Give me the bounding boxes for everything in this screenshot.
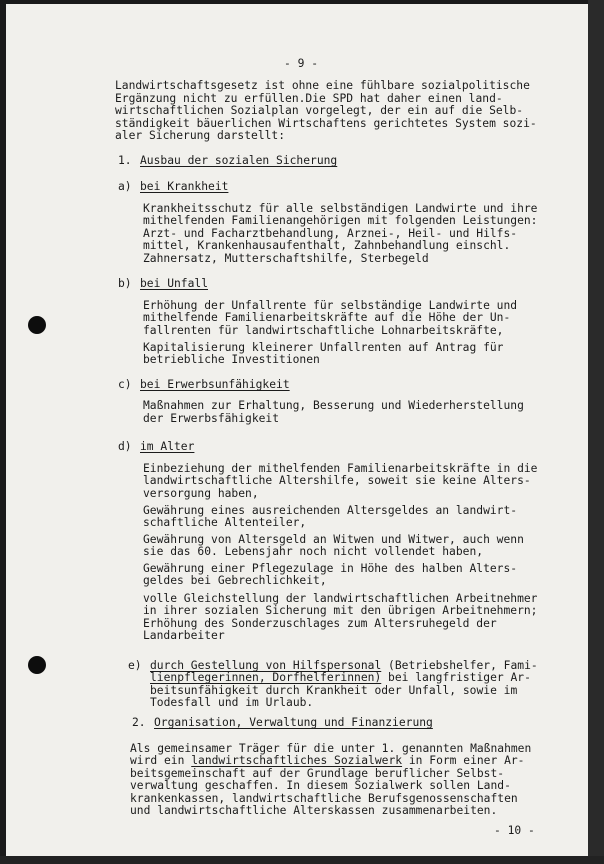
item-b-line: Erhöhung der Unfallrente für selbständige Landwirte und	[143, 299, 518, 312]
item-c-line: der Erwerbsfähigkeit	[143, 412, 280, 425]
item-d-line: Gewährung einer Pflegezulage in Höhe des halben Alters-	[143, 562, 518, 575]
item-b-line: betriebliche Investitionen	[143, 353, 320, 366]
item-d-line: Erhöhung des Sonderzuschlages zum Altersruhegeld der	[143, 617, 497, 630]
item-e-text: (Betriebshelfer, Fami-	[381, 659, 538, 672]
item-b-title: bei Unfall	[140, 277, 209, 290]
item-e-line-2	[150, 672, 531, 684]
item-b-line: mithelfende Familienarbeitskräfte auf die Höhe der Un-	[143, 311, 511, 324]
item-d-line: volle Gleichstellung der landwirtschaftlichen Arbeitnehmer	[143, 592, 538, 605]
document-page	[6, 4, 588, 856]
item-a-line: mittel, Krankenhausaufenthalt, Zahnbehandlung einschl.	[143, 239, 511, 252]
item-b-letter: b)	[118, 277, 132, 290]
item-d-line: landwirtschaftliche Altershilfe, soweit sie keine Alters-	[143, 474, 531, 487]
item-b-line: Kapitalisierung kleinerer Unfallrenten auf Antrag für	[143, 341, 504, 354]
item-a-line: mithelfenden Familienangehörigen mit folgenden Leistungen:	[143, 214, 538, 227]
section-2-number: 2.	[132, 716, 146, 729]
item-a-line: Krankheitsschutz für alle selbständigen Landwirte und ihre	[143, 202, 538, 215]
section-2-line: beitsgemeinschaft auf der Grundlage beruflicher Selbst-	[130, 767, 505, 780]
section-1-title: Ausbau der sozialen Sicherung	[140, 154, 338, 167]
item-d-line: schaftliche Altenteiler,	[143, 516, 307, 529]
section-2-line: verwaltung geschaffen. In diesem Sozialwerk sollen Land-	[130, 779, 511, 792]
item-e-title-part2: lienpflegerinnen, Dorfhelferinnen)	[150, 671, 382, 684]
section-2-line: und landwirtschaftliche Alterskassen zusammenarbeiten.	[130, 804, 498, 817]
item-d-line: Gewährung eines ausreichenden Altersgeldes an landwirt-	[143, 504, 518, 517]
section-2-line: krankenkassen, landwirtschaftliche Berufsgenossenschaften	[130, 792, 518, 805]
item-d-line: in ihrer sozialen Sicherung mit den übrigen Arbeitnehmern;	[143, 604, 538, 617]
item-e-title-part1: durch Gestellung von Hilfspersonal	[150, 659, 382, 672]
item-d-line: Landarbeiter	[143, 629, 225, 642]
intro-line: wirtschaftlichen Sozialplan vorgelegt, der ein auf die Selb-	[115, 104, 524, 117]
item-b-line: fallrenten für landwirtschaftliche Lohnarbeitskräfte,	[143, 324, 504, 337]
intro-line: Ergänzung nicht zu erfüllen.Die SPD hat daher einen land-	[115, 92, 503, 105]
item-d-line: Einbeziehung der mithelfenden Familienarbeitskräfte in die	[143, 462, 538, 475]
section-2-line	[130, 755, 525, 767]
next-page-marker: - 10 -	[494, 824, 535, 837]
item-e-text: bei langfristiger Ar-	[381, 671, 531, 684]
section-2-text: wird ein	[130, 754, 192, 767]
item-e-line: Todesfall und im Urlaub.	[150, 696, 314, 709]
item-a-line: Arzt- und Facharztbehandlung, Arznei-, Heil- und Hilfs-	[143, 227, 518, 240]
scan-edge-bottom	[0, 856, 604, 864]
punch-hole-top	[28, 316, 46, 334]
intro-line: ständigkeit bäuerlichen Wirtschaftens gerichtetes System sozi-	[115, 117, 537, 130]
section-2-title: Organisation, Verwaltung und Finanzierung	[154, 716, 433, 729]
item-d-title: im Alter	[140, 440, 195, 453]
item-d-line: geldes bei Gebrechlichkeit,	[143, 574, 327, 587]
item-d-line: sie das 60. Lebensjahr noch nicht vollendet haben,	[143, 545, 484, 558]
item-c-title: bei Erwerbsunfähigkeit	[140, 378, 290, 391]
item-a-letter: a)	[118, 180, 132, 193]
punch-hole-bottom	[28, 656, 46, 674]
item-c-line: Maßnahmen zur Erhaltung, Besserung und Wiederherstellung	[143, 399, 524, 412]
intro-line: aler Sicherung darstellt:	[115, 129, 286, 142]
item-a-line: Zahnersatz, Mutterschaftshilfe, Sterbegeld	[143, 252, 429, 265]
section-2-text: in Form einer Ar-	[402, 754, 525, 767]
section-1-number: 1.	[118, 154, 132, 167]
item-d-line: versorgung haben,	[143, 487, 259, 500]
sozialwerk-term: landwirtschaftliches Sozialwerk	[191, 754, 403, 767]
item-a-title: bei Krankheit	[140, 180, 229, 193]
item-d-line: Gewährung von Altersgeld an Witwen und Witwer, auch wenn	[143, 533, 524, 546]
section-2-line: Als gemeinsamer Träger für die unter 1. genannten Maßnahmen	[130, 742, 532, 755]
intro-line: Landwirtschaftsgesetz ist ohne eine fühlbare sozialpolitische	[115, 79, 530, 92]
item-e-line: beitsunfähigkeit durch Krankheit oder Unfall, sowie im	[150, 684, 518, 697]
item-c-letter: c)	[118, 378, 132, 391]
scan-edge-right	[588, 0, 604, 864]
page-number: - 9 -	[284, 57, 319, 70]
item-e-letter: e)	[128, 659, 142, 672]
item-d-letter: d)	[118, 440, 132, 453]
